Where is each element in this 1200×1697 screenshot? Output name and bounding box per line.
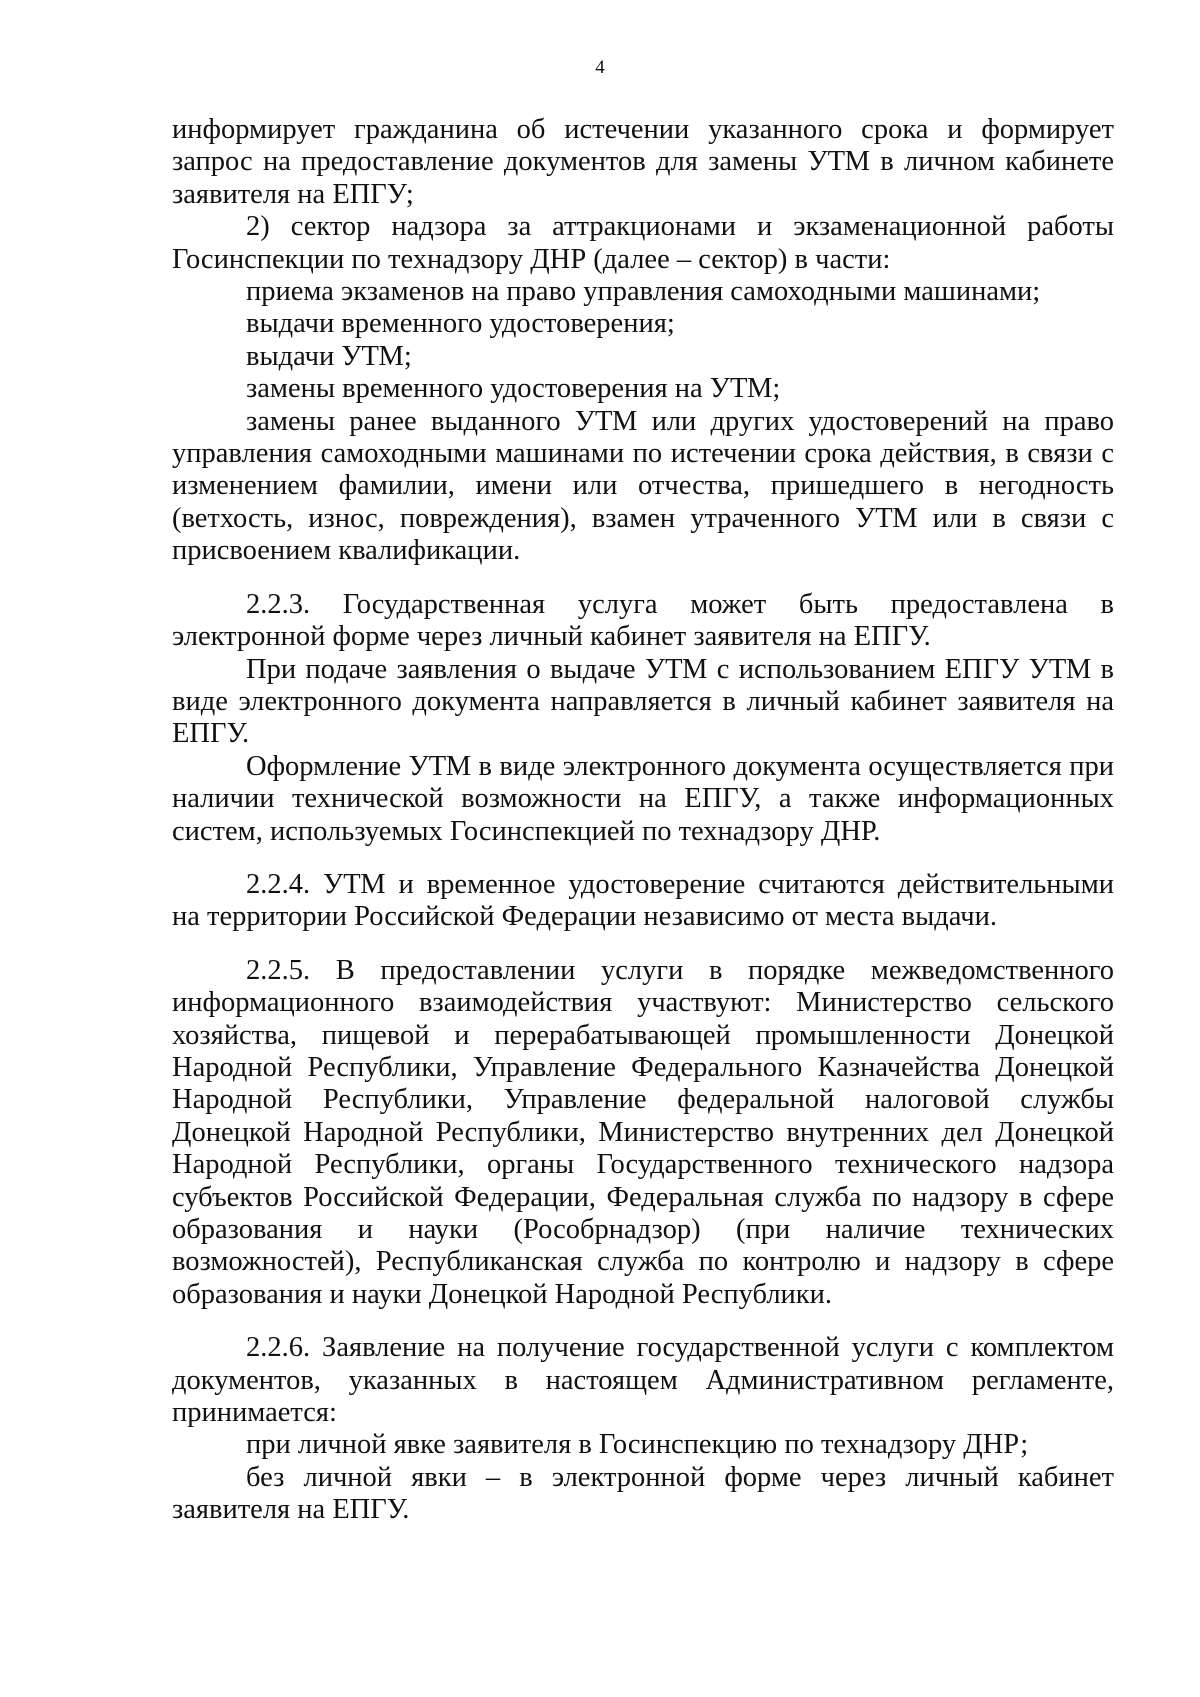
paragraph-2-2-4: 2.2.4. УТМ и временное удостоверение считаются действительными на территории Российской Федерации независимо от места выдачи. xyxy=(172,868,1114,933)
paragraph-temp-replacement: замены временного удостоверения на УТМ; xyxy=(246,373,781,405)
document-body xyxy=(172,114,1114,1527)
paragraph-sector-item: 2) сектор надзора за аттракционами и экзаменационной работы Госинспекции по технадзору ДНР (далее – сектор) в части: xyxy=(172,211,1114,275)
paragraph-electronic-document: Оформление УТМ в виде электронного документа осуществляется при наличии технической возможности на ЕПГУ, а также информационных систем, используемых Госинспекцией по технадзору ДНР. xyxy=(172,750,1114,847)
paragraph-utm-issue: выдачи УТМ; xyxy=(246,340,412,372)
paragraph-utm-replacement: замены ранее выданного УТМ или других удостоверений на право управления самоходными машинами по истечении срока действия, в связи с изменением фамилии, имени или отчества, пришедшего в негодность (ветхость, износ, повреждения), взамен утраченного УТМ или в связи с присвоением квалификации. xyxy=(172,405,1114,567)
paragraph-personal-visit: при личной явке заявителя в Госинспекцию по технадзору ДНР; xyxy=(246,1429,1029,1461)
paragraph-2-2-6: 2.2.6. Заявление на получение государственной услуги с комплектом документов, указанных в настоящем Административном регламенте, принимается: xyxy=(172,1332,1114,1429)
page-number: 4 xyxy=(595,57,605,78)
paragraph-exams: приема экзаменов на право управления самоходными машинами; xyxy=(246,276,1041,308)
paragraph-continuation: информирует гражданина об истечении указанного срока и формирует запрос на предоставление документов для замены УТМ в личном кабинете заявителя на ЕПГУ; xyxy=(172,114,1114,210)
paragraph-no-visit: без личной явки – в электронной форме через личный кабинет заявителя на ЕПГУ. xyxy=(172,1461,1114,1526)
paragraph-2-2-3: 2.2.3. Государственная услуга может быть предоставлена в электронной форме через личный кабинет заявителя на ЕПГУ. xyxy=(172,588,1114,653)
paragraph-electronic-submission: При подаче заявления о выдаче УТМ с использованием ЕПГУ УТМ в виде электронного документа направляется в личный кабинет заявителя на ЕПГУ. xyxy=(172,653,1114,750)
paragraph-temp-certificate: выдачи временного удостоверения; xyxy=(246,308,675,340)
paragraph-2-2-5: 2.2.5. В предоставлении услуги в порядке межведомственного информационного взаимодействия участвуют: Министерство сельского хозяйства, пищевой и перерабатывающей промышленности Донецкой Народной Республики, Управление Федерального Казначейства Донецкой Народной Республики, Управление федеральной налоговой службы Донецкой Народной Республики, Министерство внутренних дел Донецкой Народной Республики, органы Государственного технического надзора субъектов Российской Федерации, Федеральная служба по надзору в сфере образования и науки (Рособрнадзор) (при наличие технических возможностей), Республиканская служба по контролю и надзору в сфере образования и науки Донецкой Народной Республики. xyxy=(172,954,1114,1310)
